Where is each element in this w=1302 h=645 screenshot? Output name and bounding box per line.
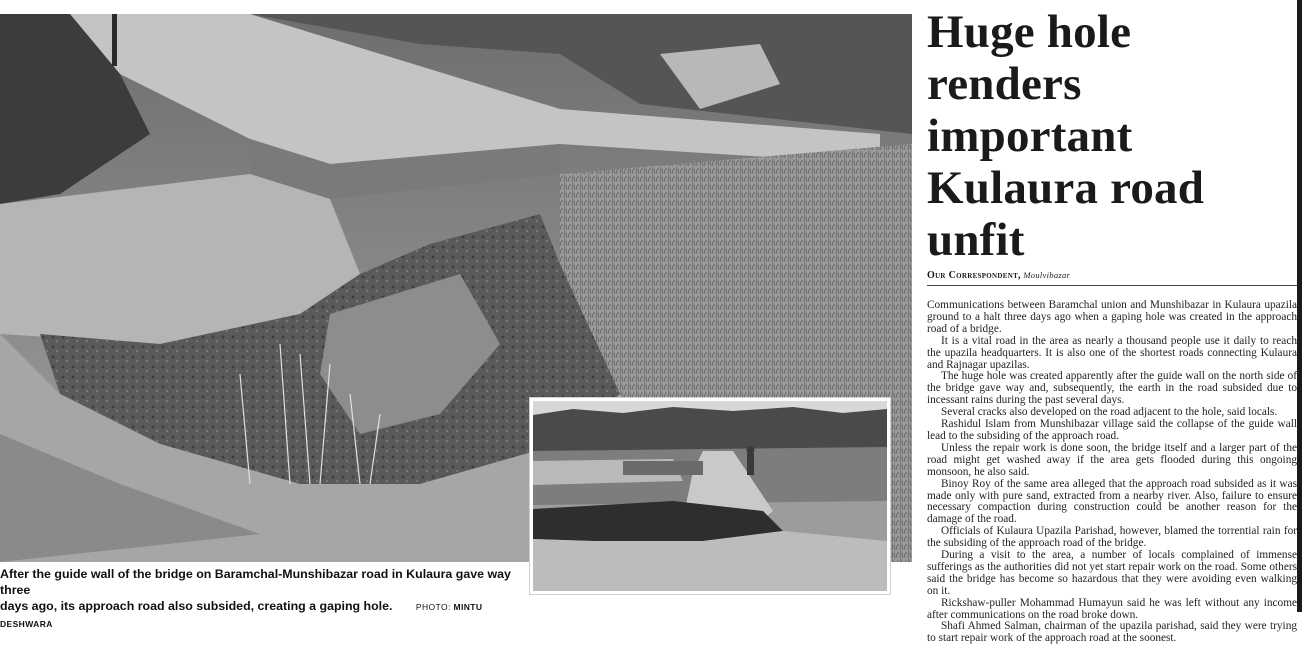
article	[927, 6, 1297, 645]
paragraph: Officials of Kulaura Upazila Parishad, however, blamed the torrential rain for the subsiding of the approach road of the bridge.	[927, 525, 1297, 550]
caption-line-1: After the guide wall of the bridge on Baramchal-Munshibazar road in Kulaura gave way three	[0, 567, 511, 597]
caption-line-2: days ago, its approach road also subsided, creating a gaping hole.	[0, 599, 393, 613]
paragraph: Rickshaw-puller Mohammad Humayun said he was left without any income after communications on the road broke down.	[927, 596, 1297, 621]
byline-location: Moulvibazar	[1023, 270, 1071, 280]
page-edge-rule	[1297, 0, 1302, 612]
inset-photo	[530, 398, 890, 594]
headline: Huge hole renders important Kulaura road unfit	[927, 6, 1205, 266]
paragraph: Rashidul Islam from Munshibazar village said the collapse of the guide wall lead to the subsiding of the approach road.	[927, 418, 1297, 442]
article-body	[927, 300, 1297, 645]
paragraph: Binoy Roy of the same area alleged that the approach road subsided as it was made only with pure sand, extracted from a nearby river. Also, failure to ensure necessary compaction during construction could be another reason for the damage of the road.	[927, 477, 1297, 526]
paragraph: Several cracks also developed on the road adjacent to the hole, said locals.	[941, 406, 1278, 419]
byline-name: Our Correspondent,	[927, 270, 1021, 281]
paragraph: During a visit to the area, a number of locals complained of immense sufferings as the authorities did not yet start repair work on the road. Some others said the bridge has become so hazardous that they were avoiding even walking on it.	[927, 549, 1297, 597]
byline	[927, 270, 1297, 286]
paragraph: Unless the repair work is done soon, the bridge itself and a larger part of the road might get washed away if the area gets flooded during this ongoing monsoon, he also said.	[927, 441, 1297, 478]
paragraph: Shafi Ahmed Salman, chairman of the upazila parishad, said they were trying to start repair work of the approach road at the soonest.	[927, 620, 1297, 645]
photo-credit-name: MINTU DESHWARA	[0, 602, 483, 629]
photo-caption	[0, 566, 522, 632]
paragraph: Communications between Baramchal union and Munshibazar in Kulaura upazila ground to a halt three days ago when a gaping hole was created in the approach road of a bridge.	[927, 299, 1297, 335]
paragraph: It is a vital road in the area as nearly a thousand people use it daily to reach the upazila headquarters. It is also one of the shortest roads connecting Kulaura and Rajnagar upazilas.	[927, 334, 1297, 371]
photo-credit-label: PHOTO:	[415, 602, 451, 612]
paragraph: The huge hole was created apparently after the guide wall on the north side of the bridge gave way and, subsequently, the earth in the road subsided due to incessant rains during the past several days.	[927, 370, 1297, 407]
